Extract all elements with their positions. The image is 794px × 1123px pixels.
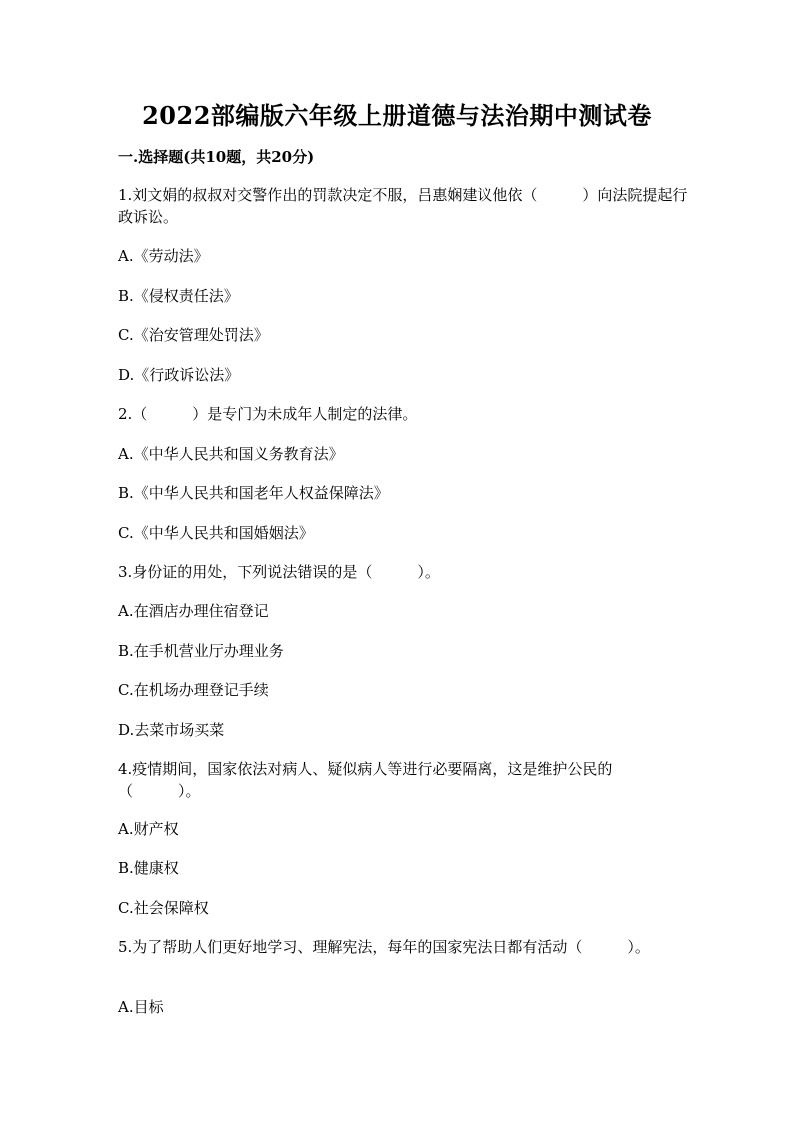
question-2-option-a[interactable]: A.《中华人民共和国义务教育法》 [118, 445, 344, 463]
question-1-option-a[interactable]: A.《劳动法》 [118, 247, 209, 265]
question-1-option-c[interactable]: C.《治安管理处罚法》 [118, 326, 269, 344]
question-4-option-a[interactable]: A.财产权 [118, 820, 179, 838]
question-4-option-b[interactable]: B.健康权 [118, 859, 179, 877]
question-1-option-b[interactable]: B.《侵权责任法》 [118, 287, 239, 305]
question-2-stem: 2.（ ）是专门为未成年人制定的法律。 [118, 405, 418, 423]
question-2-option-b[interactable]: B.《中华人民共和国老年人权益保障法》 [118, 484, 389, 502]
question-4-option-c[interactable]: C.社会保障权 [118, 899, 209, 917]
question-3-option-b[interactable]: B.在手机营业厅办理业务 [118, 642, 284, 660]
section-header: 一.选择题(共10题，共20分) [118, 148, 315, 166]
question-3-option-a[interactable]: A.在酒店办理住宿登记 [118, 602, 269, 620]
question-4-stem: 4.疫情期间，国家依法对病人、疑似病人等进行必要隔离，这是维护公民的（ ）。 [118, 760, 613, 800]
question-3-option-c[interactable]: C.在机场办理登记手续 [118, 681, 269, 699]
question-1-stem: 1.刘文娟的叔叔对交警作出的罚款决定不服，吕惠娴建议他依（ ）向法院提起行政诉讼。 [118, 186, 688, 226]
question-5-stem: 5.为了帮助人们更好地学习、理解宪法，每年的国家宪法日都有活动（ ）。 [118, 938, 650, 956]
question-2-option-c[interactable]: C.《中华人民共和国婚姻法》 [118, 524, 314, 542]
page-title: 2022部编版六年级上册道德与法治期中测试卷 [142, 101, 652, 130]
question-5-option-a[interactable]: A.目标 [118, 998, 164, 1016]
question-3-stem: 3.身份证的用处，下列说法错误的是（ ）。 [118, 563, 440, 581]
question-3-option-d[interactable]: D.去菜市场买菜 [118, 721, 225, 739]
question-1-option-d[interactable]: D.《行政诉讼法》 [118, 366, 240, 384]
